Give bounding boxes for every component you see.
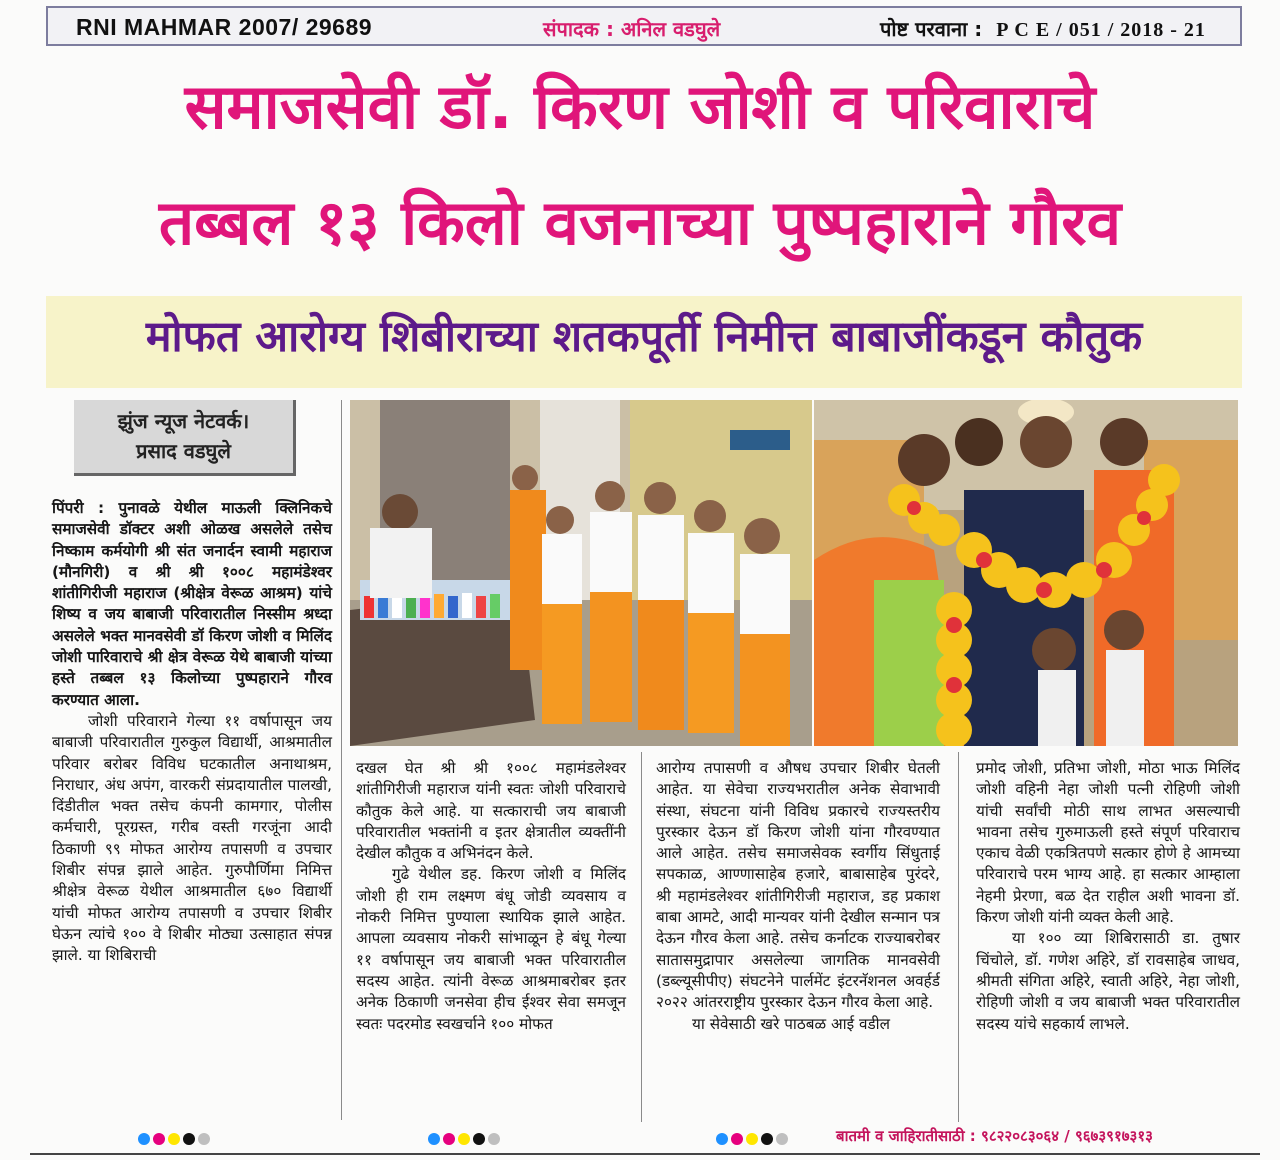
health-camp-photo-illustration xyxy=(350,400,812,746)
registration-marks xyxy=(716,1133,788,1145)
article-lead xyxy=(52,498,332,711)
article-paragraph: प्रमोद जोशी, प्रतिभा जोशी, मोठा भाऊ मिलिंद जोशी वहिनी नेहा जोशी पत्नी रोहिणी जोशी यांची सर्वांची मोठी साथ लाभत असल्याची भावना तसेच गुरुमाऊली हस्ते संपूर्ण परिवाराच एकाच वेळी एकत्रितपणे सत्कार होणे हे आमच्या परिवाराचे परम भाग्य आहे. हा सत्कार आम्हाला नेहमी प्रेरणा, बळ देत राहील अशी भावना डॉ. किरण जोशी यांनी व्यक्त केली आहे. xyxy=(976,759,1240,927)
article-paragraph: दखल घेत श्री श्री १००८ महामंडलेश्वर शांतीगिरीजी महाराज यांनी स्वतः जोशी परिवाराचे कौतुक केले आहे. या सत्काराची जय बाबाजी परिवारातील भक्तांनी व इतर क्षेत्रातील व्यक्तींनी देखील कौतुक व अभिनंदन केले. xyxy=(356,759,626,863)
headline-line-2: तब्बल १३ किलो वजनाच्या पुष्पहाराने गौरव xyxy=(158,186,1122,259)
registration-marks xyxy=(428,1133,500,1145)
article-paragraph: आरोग्य तपासणी व औषध उपचार शिबीर घेतली आहेत. या सेवेचा राज्यभरातील अनेक सेवाभावी संस्था, संघटना यांनी विविध प्रकारचे राज्यस्तरीय पुरस्कार देऊन डॉ किरण जोशी यांना गौरवण्यात आले आहेत. तसेच समाजसेवक स्वर्गीय सिंधुताई सपकाळ, आण्णासाहेब हजारे, बाबासाहेब पुरंदरे, श्री महामंडलेश्वर शांतीगिरीजी महाराज, डह प्रकाश बाबा आमटे, आदी मान्यवर यांनी देखील सन्मान पत्र देऊन गौरव केला आहे. तसेच कर्नाटक राज्याबरोबर सातासमुद्रापार असलेल्या जागतिक मानवसेवी (डब्ल्यूसीपीए) संघटनेने पार्लमेंट इंटरनॅशनल अवर्हर्ड २०२२ आंतरराष्ट्रीय पुरस्कार देऊन गौरव केला आहे. xyxy=(656,759,940,1012)
article-column-3 xyxy=(656,758,940,1035)
rni-number: RNI MAHMAR 2007/ 29689 xyxy=(76,14,373,40)
photo-family-felicitation xyxy=(814,400,1238,746)
registration-dot xyxy=(761,1133,773,1145)
registration-dot xyxy=(746,1133,758,1145)
registration-dot xyxy=(443,1133,455,1145)
postal-label: पोष्ट परवाना : xyxy=(880,17,983,41)
column-divider xyxy=(641,752,642,1122)
postal-number: P C E / 051 / 2018 - 21 xyxy=(996,19,1206,41)
article-column-1 xyxy=(52,498,332,967)
registration-marks xyxy=(138,1133,210,1145)
registration-dot xyxy=(153,1133,165,1145)
lead-paragraph: पिंपरी : पुनावळे येथील माऊली क्लिनिकचे समाजसेवी डॉक्टर अशी ओळख असलेले तसेच निष्काम कर्मयोगी श्री संत जनार्दन स्वामी महाराज (मौनगिरी) व श्री श्री १००८ महामंडेश्वर शांतीगिरीजी महाराज (श्रीक्षेत्र वेरूळ आश्रम) यांचे शिष्य व जय बाबाजी परिवारातील निस्सीम श्रध्दा असलेले भक्त मानवसेवी डॉ किरण जोशी व मिलिंद जोशी पारिवाराचे श्री क्षेत्र वेरूळ येथे बाबाजी यांच्या हस्ते तब्बल १३ किलोच्या पुष्पहाराने गौरव करण्यात आला. xyxy=(52,499,332,709)
headline-line-1: समाजसेवी डॉ. किरण जोशी व परिवाराचे xyxy=(184,70,1096,143)
postal-license xyxy=(880,15,1206,42)
subheadline: मोफत आरोग्य शिबीराच्या शतकपूर्ती निमीत्त बाबाजींकडून कौतुक xyxy=(145,312,1143,362)
byline-box xyxy=(74,400,296,476)
registration-dot xyxy=(731,1133,743,1145)
felicitation-photo-illustration xyxy=(814,400,1238,746)
article-paragraph: गुढे येथील डह. किरण जोशी व मिलिंद जोशी ही राम लक्ष्मण बंधू जोडी व्यवसाय व नोकरी निमित्त पुण्याला स्थायिक झाले आहेत. आपला व्यवसाय नोकरी सांभाळून हे बंधू गेल्या ११ वर्षापासून जय बाबाजी भक्त परिवारातील सदस्य आहेत. त्यांनी वेरूळ आश्रमाबरोबर इतर अनेक ठिकाणी जनसेवा हीच ईश्वर सेवा समजून स्वतः पदरमोड स्वखर्चाने १०० मोफत xyxy=(356,865,626,1033)
editor-credit: संपादक : अनिल वडघुले xyxy=(543,17,721,41)
photo-health-camp xyxy=(350,400,812,746)
article-column-2 xyxy=(356,758,626,1035)
byline-reporter: प्रसाद वडघुले xyxy=(136,439,231,463)
registration-dot xyxy=(183,1133,195,1145)
registration-dot xyxy=(168,1133,180,1145)
article-paragraph: जोशी परिवाराने गेल्या ११ वर्षापासून जय बाबाजी परिवारातील गुरुकुल विद्यार्थी, आश्रमातील परिवार बरोबर विविध घटकातील अनाथाश्रम, निराधार, अंध अपंग, वारकरी संप्रदायातील पालखी, दिंडीतील भक्त तसेच कंपनी कामगार, पोलीस कर्मचारी, पूरग्रस्त, गरीब वस्ती गरजूंना आदी ठिकाणी ९९ मोफत आरोग्य तपासणी व उपचार शिबीर संपन्न झाले आहेत. गुरुपौर्णिमा निमित्त श्रीक्षेत्र वेरूळ येथील आश्रमातील ६७० विद्यार्थी यांची मोफत आरोग्य तपासणी व उपचार शिबीर घेऊन त्यांचे १०० वे शिबीर मोठ्या उत्साहात संपन्न झाले. या शिबिराची xyxy=(52,711,332,965)
article-paragraph: या सेवेसाठी खरे पाठबळ आई वडील xyxy=(692,1014,890,1033)
byline-network: झुंज न्यूज नेटवर्क। xyxy=(117,409,250,433)
column-divider xyxy=(341,400,342,1120)
registration-dot xyxy=(488,1133,500,1145)
registration-dot xyxy=(473,1133,485,1145)
masthead xyxy=(46,6,1242,46)
article-column-4 xyxy=(976,758,1240,1035)
registration-dot xyxy=(428,1133,440,1145)
registration-dot xyxy=(138,1133,150,1145)
bottom-rule xyxy=(30,1153,1260,1155)
article-paragraph: या १०० व्या शिबिरासाठी डा. तुषार चिंचोले, डॉ. गणेश अहिरे, डॉ रावसाहेब जाधव, श्रीमती संगिता अहिरे, स्वाती अहिरे, नेहा जोशी, रोहिणी जोशी व जय बाबाजी भक्त परिवारातील सदस्य यांचे सहकार्य लाभले. xyxy=(976,929,1240,1033)
registration-dot xyxy=(716,1133,728,1145)
registration-dot xyxy=(458,1133,470,1145)
registration-dot xyxy=(198,1133,210,1145)
advertising-contact: बातमी व जाहिरातीसाठी : ९८२२०८३०६४ / ९६७३९१७३१३ xyxy=(836,1127,1153,1145)
column-divider xyxy=(958,752,959,1122)
registration-dot xyxy=(776,1133,788,1145)
